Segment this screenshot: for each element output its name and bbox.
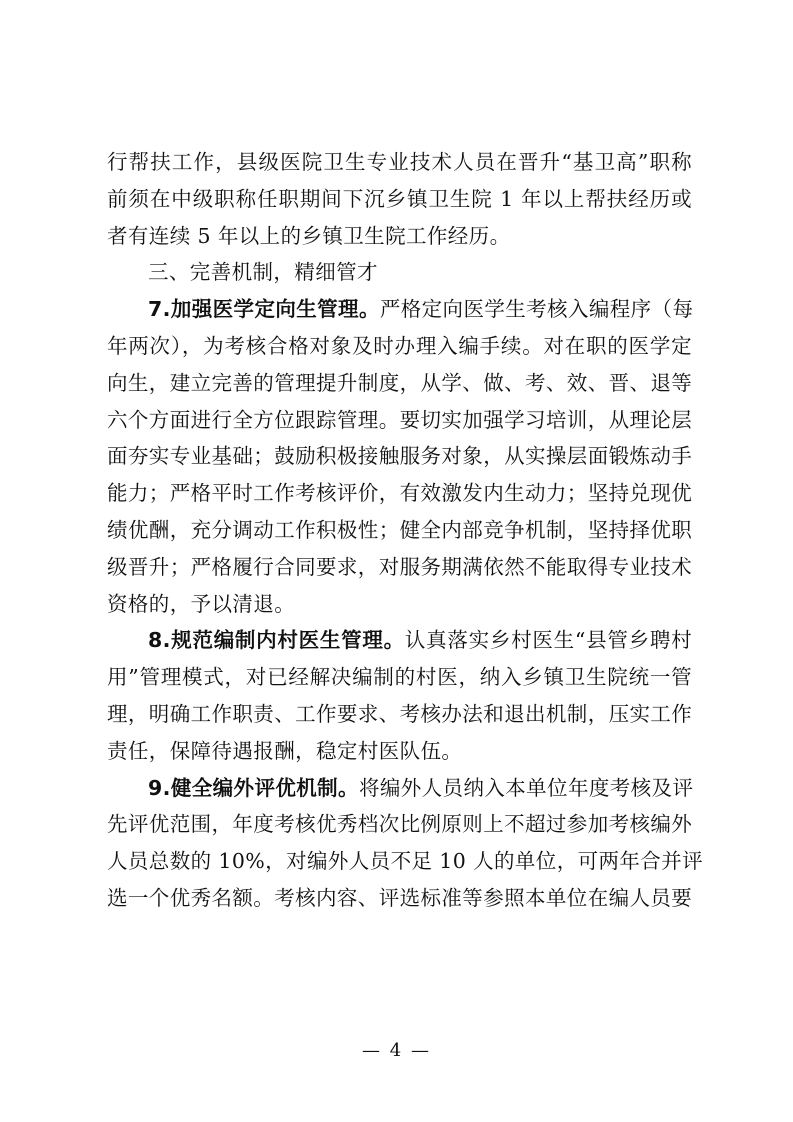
body-line: 理，明确工作职责、工作要求、考核办法和退出机制，压实工作 xyxy=(107,701,693,726)
body-line: 前须在中级职称任职期间下沉乡镇卫生院 1 年以上帮扶经历或 xyxy=(107,186,692,211)
body-line: 资格的，予以清退。 xyxy=(107,591,296,616)
body-line: 者有连续 5 年以上的乡镇卫生院工作经历。 xyxy=(107,223,511,248)
item-7-text: 严格定向医学生考核入编程序（每 xyxy=(379,297,694,322)
body-line: 责任，保障待遇报酬，稳定村医队伍。 xyxy=(107,738,463,763)
body-line: 行帮扶工作，县级医院卫生专业技术人员在晋升“基卫高”职称 xyxy=(107,150,692,174)
body-line: 人员总数的 10%，对编外人员不足 10 人的单位，可两年合并评 xyxy=(107,849,703,874)
item-8-first-line xyxy=(107,622,692,659)
body-line: 用”管理模式，对已经解决编制的村医，纳入乡镇卫生院统一管 xyxy=(107,665,692,690)
body-line: 能力；严格平时工作考核评价，有效激发内生动力；坚持兑现优 xyxy=(107,481,693,506)
document-body xyxy=(107,144,703,917)
body-line: 选一个优秀名额。考核内容、评选标准等参照本单位在编人员要 xyxy=(107,885,693,910)
body-line: 面夯实专业基础；鼓励积极接触服务对象，从实操层面锻炼动手 xyxy=(107,444,693,469)
body-line: 年两次），为考核合格对象及时办理入编手续。对在职的医学定 xyxy=(107,333,692,358)
body-line: 绩优酬，充分调动工作积极性；健全内部竞争机制，坚持择优职 xyxy=(107,517,693,542)
item-7-first-line xyxy=(107,291,692,328)
item-9-text: 将编外人员纳入本单位年度考核及评 xyxy=(358,775,694,800)
item-7-title: 7.加强医学定向生管理。 xyxy=(148,297,380,322)
item-9-title: 9.健全编外评优机制。 xyxy=(148,775,359,800)
item-8-text: 认真落实乡村医生“县管乡聘村 xyxy=(404,628,692,653)
item-8-title: 8.规范编制内村医生管理。 xyxy=(148,628,405,653)
body-line: 六个方面进行全方位跟踪管理。要切实加强学习培训，从理论层 xyxy=(107,407,693,432)
page-number: — 4 — xyxy=(362,1040,431,1061)
item-9-first-line xyxy=(107,770,692,807)
body-line: 先评优范围，年度考核优秀档次比例原则上不超过参加考核编外 xyxy=(107,812,693,837)
section-heading: 三、完善机制，精细管才 xyxy=(148,260,378,285)
body-line: 级晋升；严格履行合同要求，对服务期满依然不能取得专业技术 xyxy=(107,554,693,579)
body-line: 向生，建立完善的管理提升制度，从学、做、考、效、晋、退等 xyxy=(107,370,693,395)
